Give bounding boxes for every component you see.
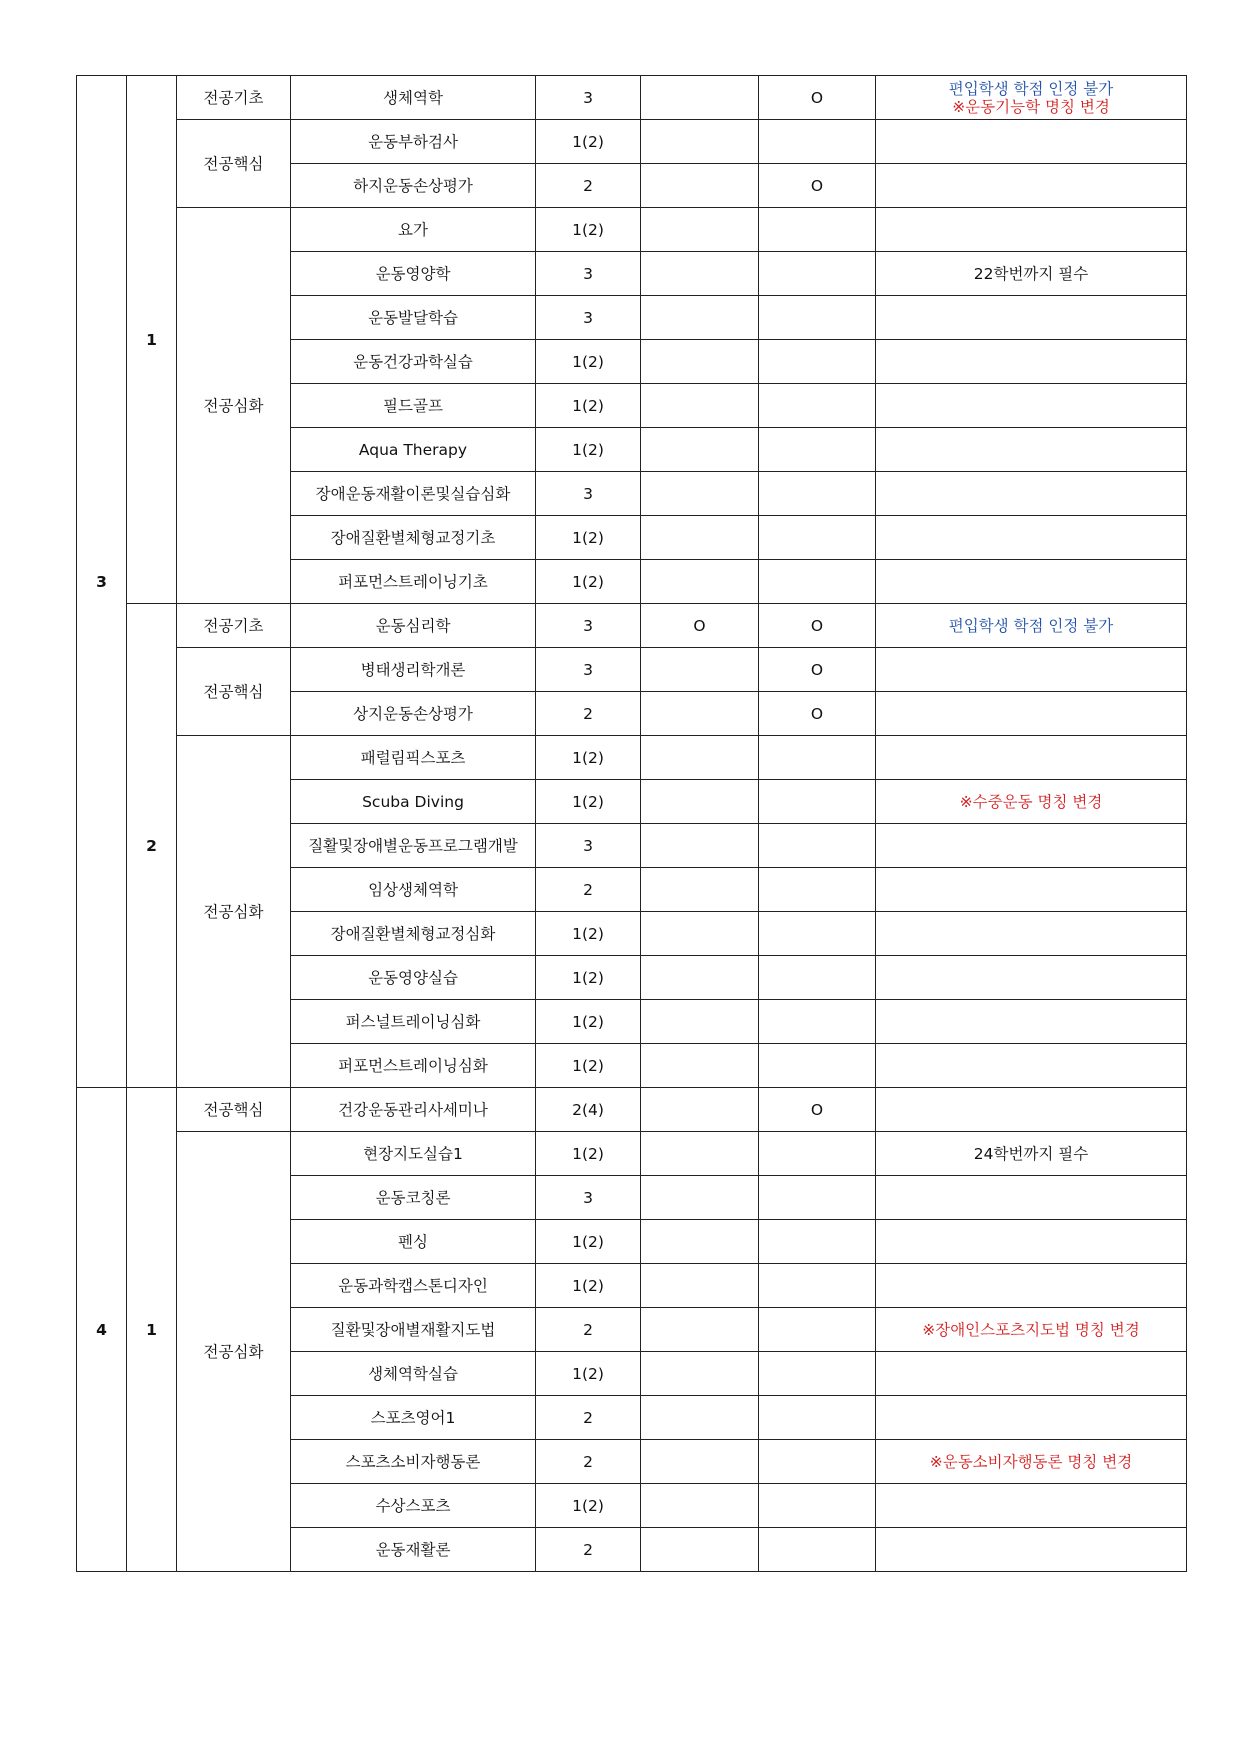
mark1-cell: [641, 956, 759, 1000]
credits-cell: 1(2): [536, 1132, 641, 1176]
mark2-cell: [759, 780, 876, 824]
credits-cell: 2(4): [536, 1088, 641, 1132]
course-name-cell: 운동코칭론: [291, 1176, 536, 1220]
mark2-cell: [759, 1308, 876, 1352]
note-cell: [876, 472, 1187, 516]
mark1-cell: [641, 384, 759, 428]
note-cell: [876, 1308, 1187, 1352]
mark1-cell: [641, 340, 759, 384]
credits-cell: 1(2): [536, 428, 641, 472]
course-name-cell: 장애질환별체형교정심화: [291, 912, 536, 956]
course-name-cell: 운동부하검사: [291, 120, 536, 164]
note-cell: [876, 1484, 1187, 1528]
note-cell: [876, 648, 1187, 692]
credits-cell: 3: [536, 1176, 641, 1220]
mark2-cell: [759, 340, 876, 384]
mark2-cell: [759, 1044, 876, 1088]
credits-cell: 2: [536, 1440, 641, 1484]
category-cell: 전공기초: [177, 604, 291, 648]
credits-cell: 3: [536, 824, 641, 868]
mark1-cell: [641, 868, 759, 912]
credits-cell: 1(2): [536, 1264, 641, 1308]
category-cell: 전공핵심: [177, 1088, 291, 1132]
note-cell: [876, 1132, 1187, 1176]
course-name-cell: 질환및장애별재활지도법: [291, 1308, 536, 1352]
mark1-cell: [641, 1264, 759, 1308]
credits-cell: 1(2): [536, 736, 641, 780]
course-name-cell: 현장지도실습1: [291, 1132, 536, 1176]
note-cell: [876, 1000, 1187, 1044]
note-text: 편입학생 학점 인정 불가: [948, 79, 1114, 98]
table-row: [77, 76, 1187, 120]
mark1-cell: [641, 1044, 759, 1088]
course-name-cell: 생체역학실습: [291, 1352, 536, 1396]
mark1-cell: [641, 1484, 759, 1528]
table-row: [77, 120, 1187, 164]
course-name-cell: 하지운동손상평가: [291, 164, 536, 208]
course-name-cell: 장애질환별체형교정기초: [291, 516, 536, 560]
mark2-cell: O: [759, 692, 876, 736]
note-text: ※운동소비자행동론 명칭 변경: [929, 1452, 1133, 1471]
mark1-cell: [641, 428, 759, 472]
mark1-cell: [641, 560, 759, 604]
mark2-cell: [759, 1176, 876, 1220]
mark1-cell: [641, 1220, 759, 1264]
credits-cell: 3: [536, 252, 641, 296]
mark1-cell: [641, 736, 759, 780]
course-name-cell: 필드골프: [291, 384, 536, 428]
mark1-cell: [641, 1000, 759, 1044]
note-cell: [876, 1044, 1187, 1088]
note-text: ※운동기능학 명칭 변경: [952, 97, 1110, 116]
mark1-cell: [641, 164, 759, 208]
mark2-cell: [759, 120, 876, 164]
credits-cell: 2: [536, 164, 641, 208]
credits-cell: 1(2): [536, 120, 641, 164]
mark1-cell: [641, 1132, 759, 1176]
note-cell: [876, 1352, 1187, 1396]
category-cell: 전공심화: [177, 1132, 291, 1572]
mark1-cell: [641, 648, 759, 692]
note-text: ※수중운동 명칭 변경: [959, 792, 1103, 811]
mark2-cell: [759, 1132, 876, 1176]
credits-cell: 3: [536, 604, 641, 648]
mark2-cell: [759, 1484, 876, 1528]
mark2-cell: [759, 428, 876, 472]
note-cell: [876, 736, 1187, 780]
credits-cell: 1(2): [536, 208, 641, 252]
credits-cell: 2: [536, 868, 641, 912]
mark1-cell: O: [641, 604, 759, 648]
mark1-cell: [641, 824, 759, 868]
note-cell: [876, 428, 1187, 472]
note-cell: [876, 252, 1187, 296]
mark1-cell: [641, 1176, 759, 1220]
credits-cell: 2: [536, 692, 641, 736]
table-row: [77, 604, 1187, 648]
note-cell: [876, 1440, 1187, 1484]
table-row: [77, 1132, 1187, 1176]
note-cell: [876, 384, 1187, 428]
credits-cell: 1(2): [536, 1000, 641, 1044]
note-cell: [876, 340, 1187, 384]
credits-cell: 1(2): [536, 560, 641, 604]
mark2-cell: [759, 560, 876, 604]
semester-cell: 1: [127, 76, 177, 604]
note-cell: [876, 296, 1187, 340]
mark2-cell: [759, 736, 876, 780]
note-cell: [876, 824, 1187, 868]
credits-cell: 3: [536, 296, 641, 340]
credits-cell: 1(2): [536, 384, 641, 428]
course-name-cell: 병태생리학개론: [291, 648, 536, 692]
curriculum-body: [77, 76, 1187, 1572]
mark1-cell: [641, 1352, 759, 1396]
course-name-cell: 펜싱: [291, 1220, 536, 1264]
note-text: 편입학생 학점 인정 불가: [948, 616, 1114, 635]
mark2-cell: [759, 252, 876, 296]
note-cell: [876, 120, 1187, 164]
course-name-cell: 요가: [291, 208, 536, 252]
mark1-cell: [641, 252, 759, 296]
mark2-cell: [759, 516, 876, 560]
mark2-cell: [759, 1352, 876, 1396]
course-name-cell: 임상생체역학: [291, 868, 536, 912]
credits-cell: 3: [536, 472, 641, 516]
mark1-cell: [641, 1440, 759, 1484]
course-name-cell: 운동영양학: [291, 252, 536, 296]
note-text: 22학번까지 필수: [973, 264, 1089, 283]
note-cell: [876, 780, 1187, 824]
note-cell: [876, 1088, 1187, 1132]
credits-cell: 2: [536, 1308, 641, 1352]
mark2-cell: [759, 208, 876, 252]
credits-cell: 1(2): [536, 956, 641, 1000]
course-name-cell: 운동발달학습: [291, 296, 536, 340]
course-name-cell: 수상스포츠: [291, 1484, 536, 1528]
note-cell: [876, 76, 1187, 120]
mark2-cell: O: [759, 648, 876, 692]
course-name-cell: 생체역학: [291, 76, 536, 120]
mark2-cell: [759, 1528, 876, 1572]
note-cell: [876, 1264, 1187, 1308]
mark2-cell: [759, 472, 876, 516]
mark1-cell: [641, 1528, 759, 1572]
note-cell: [876, 1176, 1187, 1220]
note-cell: [876, 1396, 1187, 1440]
mark1-cell: [641, 296, 759, 340]
mark1-cell: [641, 208, 759, 252]
note-cell: [876, 1528, 1187, 1572]
credits-cell: 1(2): [536, 1352, 641, 1396]
credits-cell: 1(2): [536, 1220, 641, 1264]
note-cell: [876, 560, 1187, 604]
mark2-cell: [759, 384, 876, 428]
credits-cell: 1(2): [536, 912, 641, 956]
note-text: ※장애인스포츠지도법 명칭 변경: [922, 1320, 1140, 1339]
category-cell: 전공핵심: [177, 648, 291, 736]
mark1-cell: [641, 692, 759, 736]
mark2-cell: [759, 1220, 876, 1264]
course-name-cell: 질활및장애별운동프로그램개발: [291, 824, 536, 868]
credits-cell: 2: [536, 1528, 641, 1572]
course-name-cell: 상지운동손상평가: [291, 692, 536, 736]
mark2-cell: [759, 1440, 876, 1484]
note-cell: [876, 208, 1187, 252]
course-name-cell: 운동건강과학실습: [291, 340, 536, 384]
mark2-cell: [759, 1264, 876, 1308]
note-cell: [876, 516, 1187, 560]
mark1-cell: [641, 472, 759, 516]
note-cell: [876, 1220, 1187, 1264]
course-name-cell: Aqua Therapy: [291, 428, 536, 472]
note-cell: [876, 164, 1187, 208]
credits-cell: 3: [536, 76, 641, 120]
course-name-cell: 패럴림픽스포츠: [291, 736, 536, 780]
year-cell: 4: [77, 1088, 127, 1572]
mark1-cell: [641, 780, 759, 824]
category-cell: 전공기초: [177, 76, 291, 120]
mark2-cell: O: [759, 1088, 876, 1132]
category-cell: 전공심화: [177, 208, 291, 604]
note-cell: [876, 692, 1187, 736]
course-name-cell: 스포츠영어1: [291, 1396, 536, 1440]
mark2-cell: O: [759, 604, 876, 648]
mark2-cell: [759, 1396, 876, 1440]
mark2-cell: O: [759, 76, 876, 120]
credits-cell: 1(2): [536, 780, 641, 824]
category-cell: 전공심화: [177, 736, 291, 1088]
credits-cell: 1(2): [536, 1484, 641, 1528]
course-name-cell: 퍼포먼스트레이닝심화: [291, 1044, 536, 1088]
note-cell: [876, 956, 1187, 1000]
table-row: [77, 208, 1187, 252]
course-name-cell: 퍼스널트레이닝심화: [291, 1000, 536, 1044]
note-text: 24학번까지 필수: [973, 1144, 1089, 1163]
course-name-cell: 운동과학캡스톤디자인: [291, 1264, 536, 1308]
mark2-cell: [759, 912, 876, 956]
mark2-cell: [759, 868, 876, 912]
mark1-cell: [641, 912, 759, 956]
mark1-cell: [641, 1088, 759, 1132]
mark1-cell: [641, 120, 759, 164]
semester-cell: 1: [127, 1088, 177, 1572]
curriculum-table: [76, 75, 1187, 1572]
course-name-cell: Scuba Diving: [291, 780, 536, 824]
table-row: [77, 736, 1187, 780]
mark2-cell: [759, 824, 876, 868]
mark1-cell: [641, 76, 759, 120]
mark2-cell: [759, 1000, 876, 1044]
course-name-cell: 스포츠소비자행동론: [291, 1440, 536, 1484]
mark1-cell: [641, 516, 759, 560]
mark2-cell: [759, 296, 876, 340]
note-cell: [876, 912, 1187, 956]
mark1-cell: [641, 1396, 759, 1440]
table-row: [77, 648, 1187, 692]
credits-cell: 3: [536, 648, 641, 692]
year-cell: 3: [77, 76, 127, 1088]
credits-cell: 1(2): [536, 516, 641, 560]
mark2-cell: O: [759, 164, 876, 208]
mark1-cell: [641, 1308, 759, 1352]
course-name-cell: 건강운동관리사세미나: [291, 1088, 536, 1132]
course-name-cell: 퍼포먼스트레이닝기초: [291, 560, 536, 604]
note-cell: [876, 868, 1187, 912]
category-cell: 전공핵심: [177, 120, 291, 208]
semester-cell: 2: [127, 604, 177, 1088]
table-row: [77, 1088, 1187, 1132]
course-name-cell: 운동재활론: [291, 1528, 536, 1572]
credits-cell: 1(2): [536, 340, 641, 384]
course-name-cell: 운동심리학: [291, 604, 536, 648]
credits-cell: 1(2): [536, 1044, 641, 1088]
course-name-cell: 운동영양실습: [291, 956, 536, 1000]
mark2-cell: [759, 956, 876, 1000]
credits-cell: 2: [536, 1396, 641, 1440]
course-name-cell: 장애운동재활이론및실습심화: [291, 472, 536, 516]
note-cell: [876, 604, 1187, 648]
